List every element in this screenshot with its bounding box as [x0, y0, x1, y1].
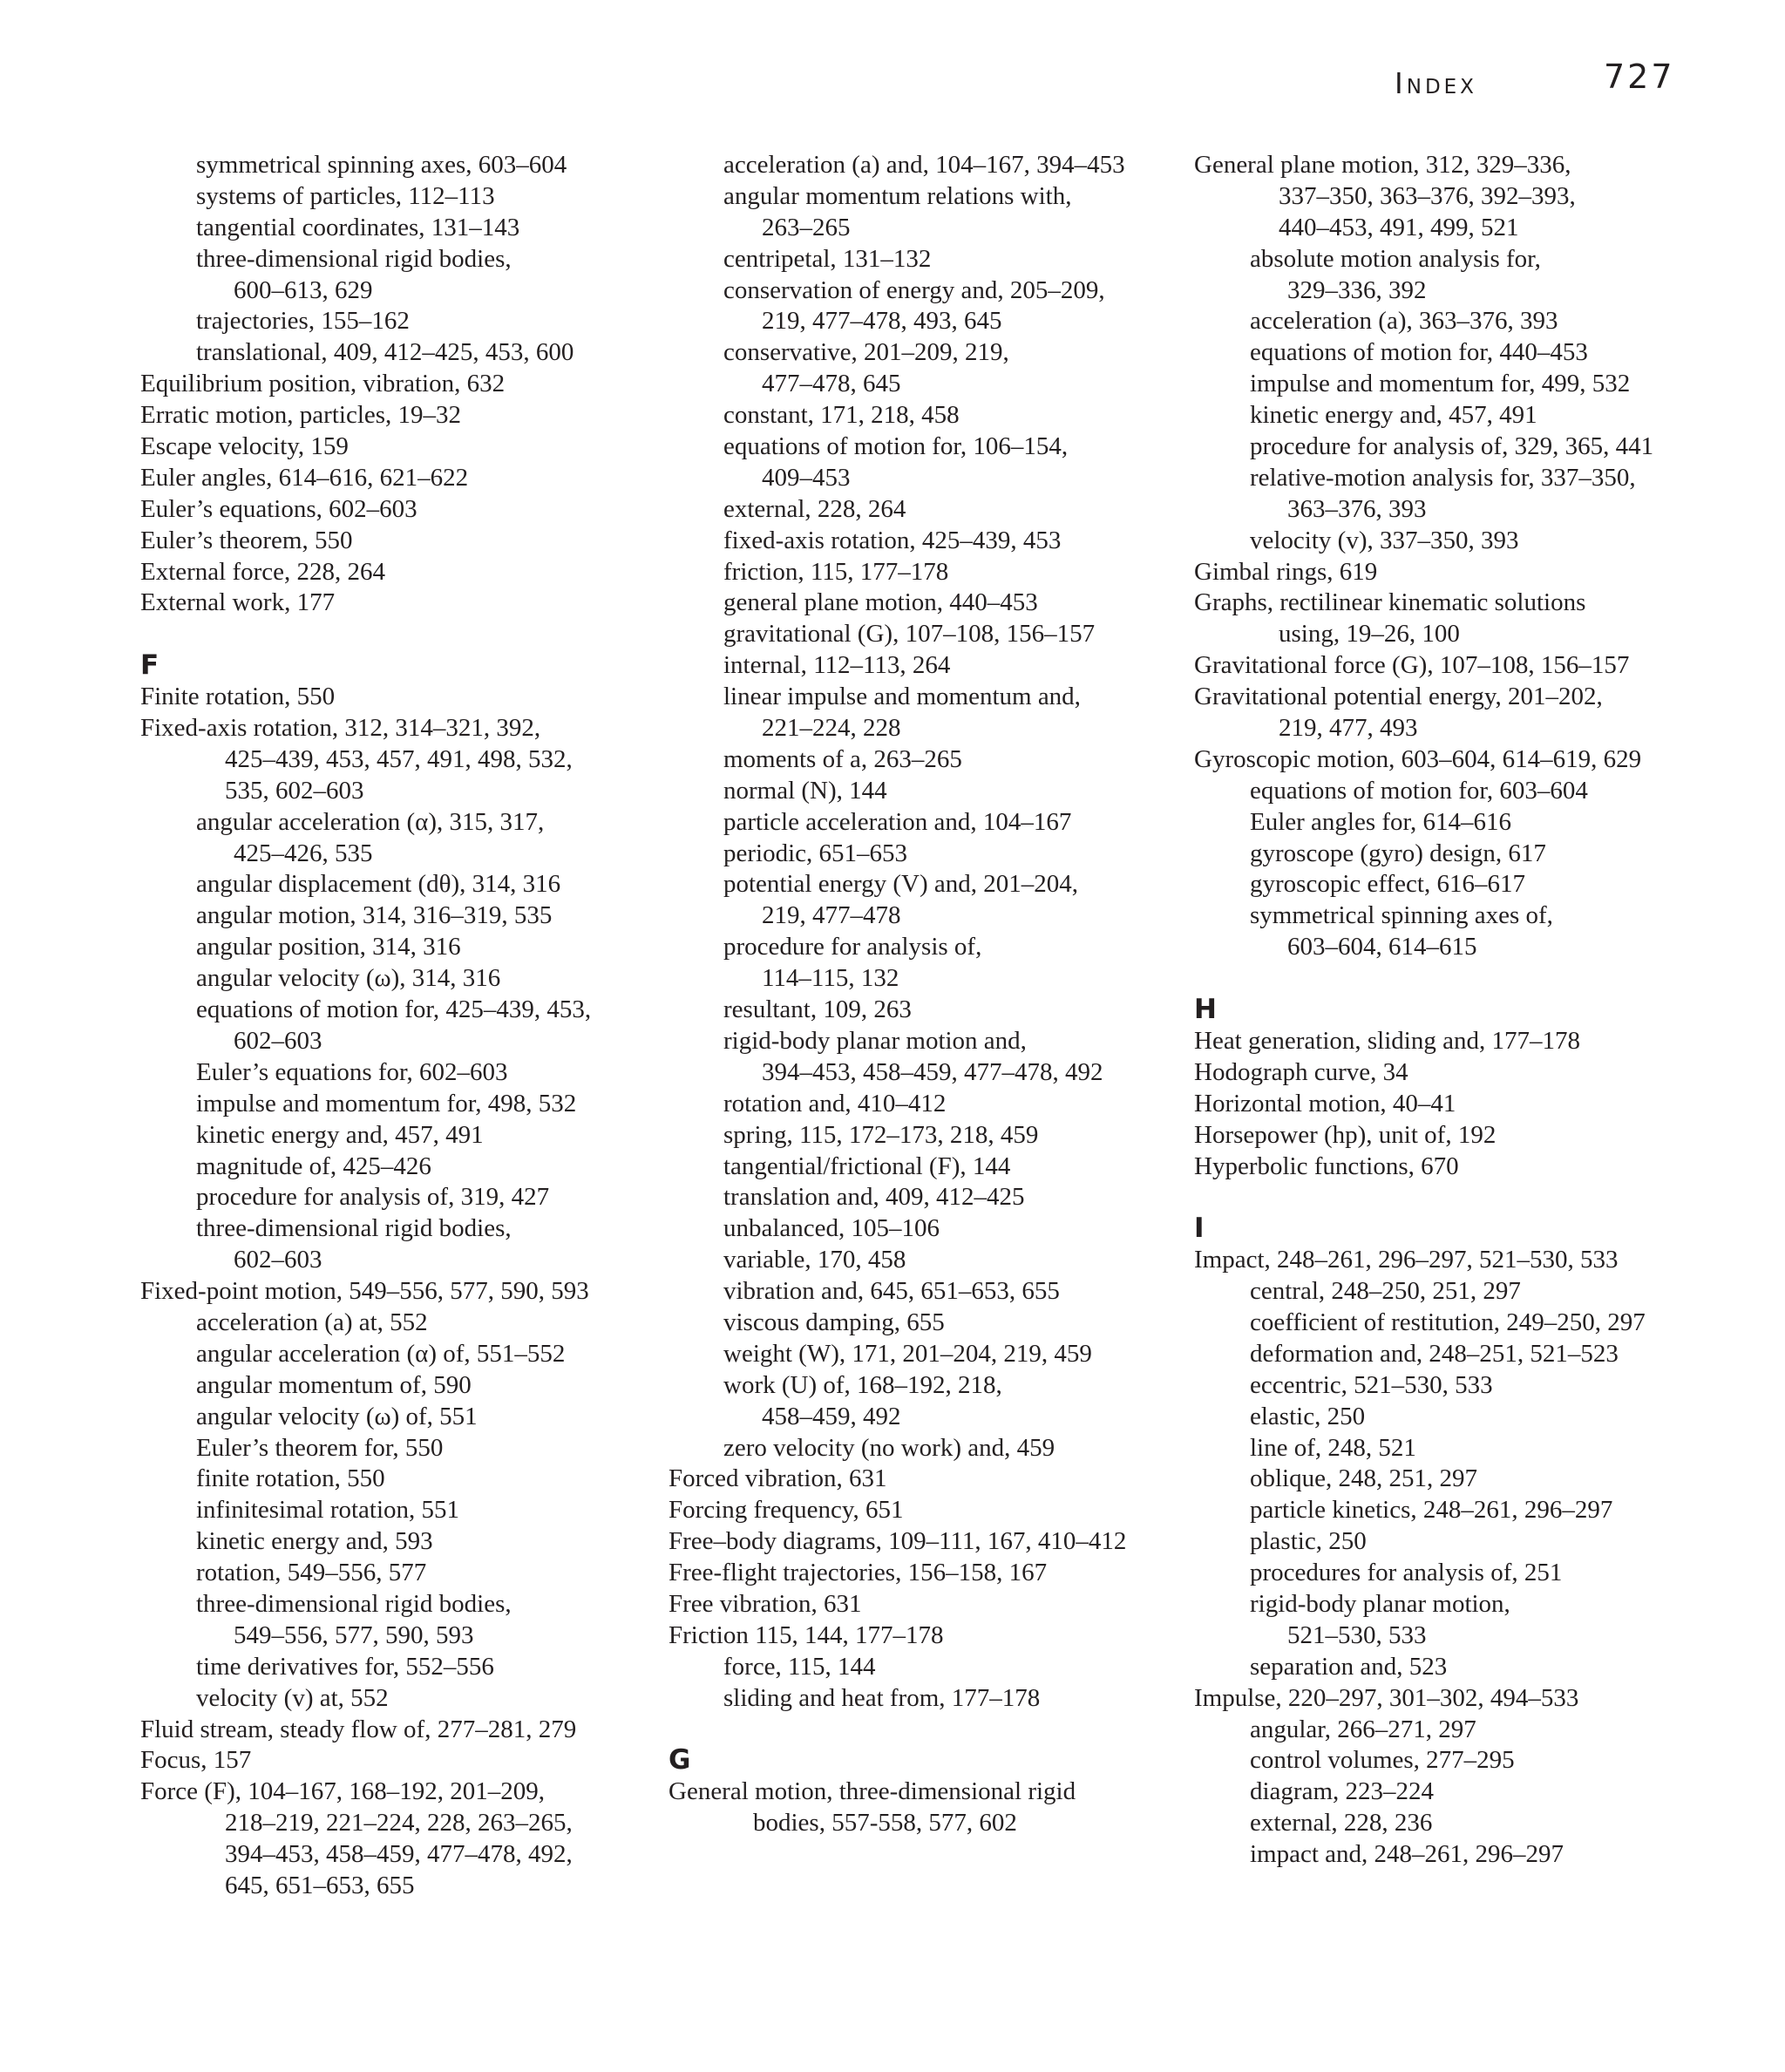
- index-entry: velocity (v), 337–350, 393: [1250, 526, 1519, 554]
- index-entry: infinitesimal rotation, 551: [196, 1496, 460, 1525]
- index-entry: external, 228, 264: [723, 494, 906, 523]
- index-entry: tangential/frictional (F), 144: [723, 1151, 1011, 1180]
- index-entry: angular velocity (ω), 314, 316: [196, 964, 501, 993]
- index-entry: 521–530, 533: [1287, 1620, 1427, 1649]
- index-entry: Friction 115, 144, 177–178: [669, 1620, 944, 1649]
- index-entry: central, 248–250, 251, 297: [1250, 1277, 1521, 1306]
- index-entry: impact and, 248–261, 296–297: [1250, 1840, 1564, 1869]
- index-entry: external, 228, 236: [1250, 1809, 1433, 1838]
- index-entry: angular momentum of, 590: [196, 1370, 472, 1399]
- index-entry: gyroscope (gyro) design, 617: [1250, 839, 1546, 867]
- index-entry: translation and, 409, 412–425: [723, 1183, 1025, 1212]
- index-entry: velocity (v) at, 552: [196, 1683, 389, 1712]
- index-entry: 219, 477, 493: [1279, 714, 1418, 743]
- index-entry: internal, 112–113, 264: [723, 651, 951, 680]
- index-entry: Erratic motion, particles, 19–32: [140, 401, 462, 430]
- index-entry: 425–439, 453, 457, 491, 498, 532,: [225, 744, 573, 773]
- index-entry: three-dimensional rigid bodies,: [196, 1589, 512, 1618]
- index-entry: Free-flight trajectories, 156–158, 167: [669, 1559, 1048, 1587]
- index-entry: particle kinetics, 248–261, 296–297: [1250, 1496, 1613, 1525]
- index-entry: diagram, 223–224: [1250, 1777, 1435, 1806]
- index-entry: zero velocity (no work) and, 459: [723, 1433, 1055, 1462]
- index-entry: fixed-axis rotation, 425–439, 453: [723, 526, 1062, 554]
- index-entry: Free–body diagrams, 109–111, 167, 410–412: [669, 1527, 1127, 1556]
- section-gap: [140, 619, 628, 650]
- section-gap: [1194, 1182, 1717, 1213]
- index-entry: unbalanced, 105–106: [723, 1214, 940, 1243]
- index-entry: 602–603: [234, 1246, 322, 1274]
- index-entry: Focus, 157: [140, 1746, 252, 1775]
- index-entry: symmetrical spinning axes of,: [1250, 901, 1553, 930]
- index-entry: 363–376, 393: [1287, 494, 1427, 523]
- section-gap: [669, 1715, 1157, 1746]
- index-entry: Euler’s equations, 602–603: [140, 494, 417, 523]
- index-entry: acceleration (a) and, 104–167, 394–453: [723, 151, 1125, 179]
- index-entry: time derivatives for, 552–556: [196, 1652, 494, 1681]
- index-entry: 409–453: [762, 463, 851, 492]
- index-entry: periodic, 651–653: [723, 839, 908, 867]
- index-entry: impulse and momentum for, 499, 532: [1250, 370, 1631, 398]
- index-entry: sliding and heat from, 177–178: [723, 1683, 1041, 1712]
- index-entry: External force, 228, 264: [140, 557, 386, 586]
- page-number: 727: [1604, 58, 1675, 96]
- running-head-title: Index: [1395, 66, 1477, 100]
- index-entry: equations of motion for, 425–439, 453,: [196, 995, 592, 1024]
- index-entry: Impulse, 220–297, 301–302, 494–533: [1194, 1683, 1579, 1712]
- index-entry: Impact, 248–261, 296–297, 521–530, 533: [1194, 1246, 1619, 1274]
- index-entry: relative-motion analysis for, 337–350,: [1250, 463, 1636, 492]
- index-entry: angular momentum relations with,: [723, 181, 1072, 210]
- index-entry: kinetic energy and, 457, 491: [196, 1120, 484, 1149]
- index-entry: 263–265: [762, 213, 851, 241]
- index-entry: angular velocity (ω) of, 551: [196, 1402, 478, 1430]
- index-entry: angular motion, 314, 316–319, 535: [196, 901, 553, 930]
- index-entry: conservation of energy and, 205–209,: [723, 275, 1105, 304]
- index-entry: angular position, 314, 316: [196, 933, 461, 961]
- index-entry: General plane motion, 312, 329–336,: [1194, 151, 1571, 179]
- index-entry: Euler angles for, 614–616: [1250, 807, 1512, 836]
- index-entry: Hyperbolic functions, 670: [1194, 1151, 1459, 1180]
- index-entry: oblique, 248, 251, 297: [1250, 1464, 1477, 1493]
- index-entry: 458–459, 492: [762, 1402, 901, 1430]
- index-entry: line of, 248, 521: [1250, 1433, 1416, 1462]
- section-letter: F: [140, 649, 159, 682]
- index-entry: translational, 409, 412–425, 453, 600: [196, 338, 574, 367]
- index-entry: spring, 115, 172–173, 218, 459: [723, 1120, 1039, 1149]
- index-entry: three-dimensional rigid bodies,: [196, 1214, 512, 1243]
- index-entry: work (U) of, 168–192, 218,: [723, 1370, 1002, 1399]
- index-entry: Fixed-point motion, 549–556, 577, 590, 593: [140, 1277, 589, 1306]
- index-entry: eccentric, 521–530, 533: [1250, 1370, 1493, 1399]
- index-entry: angular displacement (dθ), 314, 316: [196, 870, 561, 899]
- index-entry: constant, 171, 218, 458: [723, 401, 960, 430]
- index-entry: variable, 170, 458: [723, 1246, 906, 1274]
- index-entry: Gimbal rings, 619: [1194, 557, 1378, 586]
- index-entry: friction, 115, 177–178: [723, 557, 949, 586]
- index-entry: linear impulse and momentum and,: [723, 683, 1081, 711]
- index-entry: Forced vibration, 631: [669, 1464, 887, 1493]
- index-entry: Horizontal motion, 40–41: [1194, 1089, 1456, 1118]
- index-entry: force, 115, 144: [723, 1652, 876, 1681]
- index-entry: 425–426, 535: [234, 839, 373, 867]
- index-entry: Force (F), 104–167, 168–192, 201–209,: [140, 1777, 545, 1806]
- running-header: [0, 58, 1785, 115]
- index-entry: 603–604, 614–615: [1287, 933, 1477, 961]
- index-column-1: [140, 150, 628, 1902]
- index-entry: 219, 477–478: [762, 901, 901, 930]
- index-entry: impulse and momentum for, 498, 532: [196, 1089, 577, 1118]
- index-entry: trajectories, 155–162: [196, 307, 410, 336]
- index-entry: rotation, 549–556, 577: [196, 1559, 427, 1587]
- index-entry: angular acceleration (α) of, 551–552: [196, 1339, 566, 1368]
- index-entry: elastic, 250: [1250, 1402, 1366, 1430]
- index-entry: bodies, 557-558, 577, 602: [753, 1809, 1017, 1838]
- index-column-2: [669, 150, 1157, 1839]
- index-entry: 218–219, 221–224, 228, 263–265,: [225, 1809, 573, 1838]
- index-entry: three-dimensional rigid bodies,: [196, 244, 512, 273]
- section-letter: H: [1194, 994, 1217, 1026]
- index-entry: particle acceleration and, 104–167: [723, 807, 1072, 836]
- section-gap: [1194, 963, 1717, 995]
- index-entry: Forcing frequency, 651: [669, 1496, 904, 1525]
- index-entry: equations of motion for, 603–604: [1250, 776, 1588, 805]
- index-entry: 645, 651–653, 655: [225, 1871, 415, 1899]
- index-entry: resultant, 109, 263: [723, 995, 912, 1024]
- index-entry: equations of motion for, 106–154,: [723, 432, 1069, 461]
- index-entry: rigid-body planar motion and,: [723, 1026, 1027, 1055]
- index-entry: Equilibrium position, vibration, 632: [140, 370, 506, 398]
- index-entry: Escape velocity, 159: [140, 432, 349, 461]
- index-entry: separation and, 523: [1250, 1652, 1448, 1681]
- index-entry: 549–556, 577, 590, 593: [234, 1620, 474, 1649]
- index-entry: 535, 602–603: [225, 776, 364, 805]
- index-entry: acceleration (a) at, 552: [196, 1308, 428, 1336]
- index-entry: Gyroscopic motion, 603–604, 614–619, 629: [1194, 744, 1642, 773]
- index-entry: potential energy (V) and, 201–204,: [723, 870, 1078, 899]
- index-entry: Euler’s theorem for, 550: [196, 1433, 444, 1462]
- index-entry: vibration and, 645, 651–653, 655: [723, 1277, 1060, 1306]
- index-entry: 394–453, 458–459, 477–478, 492,: [225, 1840, 573, 1869]
- index-entry: magnitude of, 425–426: [196, 1151, 431, 1180]
- index-entry: Graphs, rectilinear kinematic solutions: [1194, 588, 1586, 617]
- index-entry: rigid-body planar motion,: [1250, 1589, 1510, 1618]
- index-entry: conservative, 201–209, 219,: [723, 338, 1009, 367]
- index-entry: absolute motion analysis for,: [1250, 244, 1541, 273]
- index-entry: weight (W), 171, 201–204, 219, 459: [723, 1339, 1092, 1368]
- index-entry: 221–224, 228: [762, 714, 901, 743]
- index-entry: centripetal, 131–132: [723, 244, 932, 273]
- index-entry: using, 19–26, 100: [1279, 620, 1460, 649]
- index-entry: moments of a, 263–265: [723, 744, 962, 773]
- index-entry: procedure for analysis of, 329, 365, 441: [1250, 432, 1654, 461]
- index-entry: tangential coordinates, 131–143: [196, 213, 520, 241]
- index-entry: 114–115, 132: [762, 964, 899, 993]
- index-entry: procedure for analysis of, 319, 427: [196, 1183, 550, 1212]
- index-entry: kinetic energy and, 593: [196, 1527, 433, 1556]
- index-entry: Free vibration, 631: [669, 1589, 862, 1618]
- index-entry: procedure for analysis of,: [723, 933, 982, 961]
- index-entry: Finite rotation, 550: [140, 683, 336, 711]
- index-entry: systems of particles, 112–113: [196, 181, 495, 210]
- index-entry: 329–336, 392: [1287, 275, 1427, 304]
- index-entry: kinetic energy and, 457, 491: [1250, 401, 1537, 430]
- index-entry: angular acceleration (α), 315, 317,: [196, 807, 545, 836]
- index-entry: External work, 177: [140, 588, 336, 617]
- index-entry: 440–453, 491, 499, 521: [1279, 213, 1519, 241]
- section-letter: I: [1194, 1213, 1205, 1245]
- index-entry: gravitational (G), 107–108, 156–157: [723, 620, 1096, 649]
- index-entry: general plane motion, 440–453: [723, 588, 1038, 617]
- index-entry: viscous damping, 655: [723, 1308, 945, 1336]
- index-entry: rotation and, 410–412: [723, 1089, 947, 1118]
- index-entry: angular, 266–271, 297: [1250, 1715, 1476, 1743]
- index-entry: Fixed-axis rotation, 312, 314–321, 392,: [140, 714, 541, 743]
- index-entry: Hodograph curve, 34: [1194, 1057, 1408, 1086]
- index-entry: procedures for analysis of, 251: [1250, 1559, 1563, 1587]
- index-entry: 477–478, 645: [762, 370, 901, 398]
- index-entry: General motion, three-dimensional rigid: [669, 1777, 1076, 1806]
- index-entry: 602–603: [234, 1026, 322, 1055]
- index-entry: gyroscopic effect, 616–617: [1250, 870, 1525, 899]
- index-entry: plastic, 250: [1250, 1527, 1367, 1556]
- index-entry: Gravitational potential energy, 201–202,: [1194, 683, 1603, 711]
- index-entry: coefficient of restitution, 249–250, 297: [1250, 1308, 1646, 1336]
- index-entry: 600–613, 629: [234, 275, 373, 304]
- index-entry: 219, 477–478, 493, 645: [762, 307, 1002, 336]
- index-entry: finite rotation, 550: [196, 1464, 385, 1493]
- index-entry: Euler’s equations for, 602–603: [196, 1057, 508, 1086]
- index-entry: 337–350, 363–376, 392–393,: [1279, 181, 1576, 210]
- index-entry: normal (N), 144: [723, 776, 887, 805]
- index-entry: Euler angles, 614–616, 621–622: [140, 463, 469, 492]
- index-entry: deformation and, 248–251, 521–523: [1250, 1339, 1619, 1368]
- section-letter: G: [669, 1744, 691, 1776]
- index-entry: Gravitational force (G), 107–108, 156–157: [1194, 651, 1630, 680]
- index-column-3: [1194, 150, 1717, 1871]
- index-entry: Horsepower (hp), unit of, 192: [1194, 1120, 1497, 1149]
- index-entry: control volumes, 277–295: [1250, 1746, 1515, 1775]
- index-entry: symmetrical spinning axes, 603–604: [196, 151, 567, 179]
- index-entry: Heat generation, sliding and, 177–178: [1194, 1026, 1580, 1055]
- index-entry: acceleration (a), 363–376, 393: [1250, 307, 1558, 336]
- index-entry: Fluid stream, steady flow of, 277–281, 279: [140, 1715, 577, 1743]
- index-entry: equations of motion for, 440–453: [1250, 338, 1588, 367]
- index-entry: 394–453, 458–459, 477–478, 492: [762, 1057, 1103, 1086]
- index-entry: Euler’s theorem, 550: [140, 526, 353, 554]
